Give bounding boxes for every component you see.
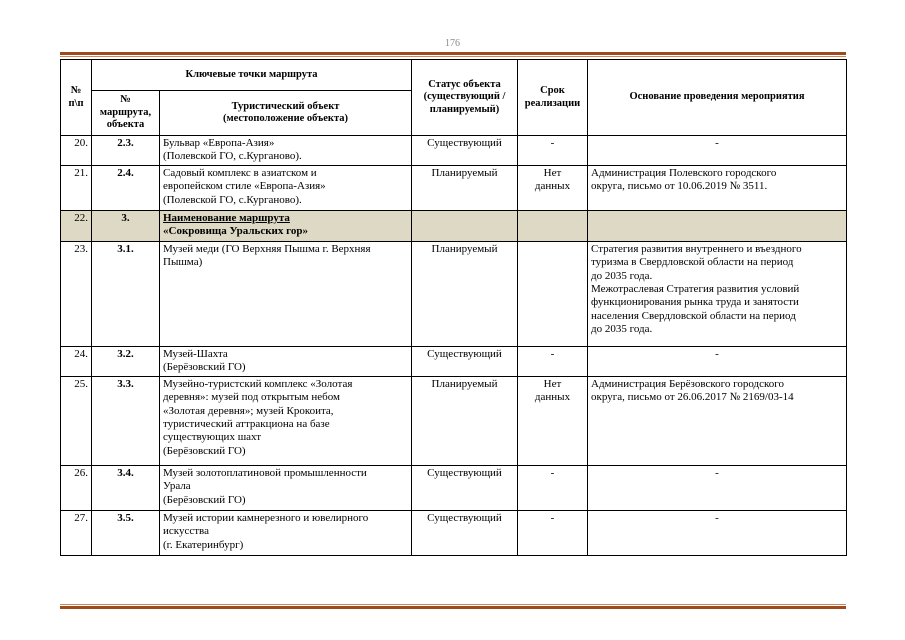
object-text-line: (г. Екатеринбург) [163,538,244,551]
tourist-object-cell [160,465,412,510]
object-text-line: Музей истории камнерезного и ювелирного [163,511,369,524]
status-cell: Существующий [412,510,518,555]
object-text-line: Бульвар «Европа-Азия» [163,137,275,149]
object-text-line: (Полевской ГО, с.Курганово). [163,150,302,163]
basis-text-line: населения Свердловской области на период [591,309,796,322]
row-number: 24. [61,346,92,376]
term-cell [518,376,588,465]
header-status: Статус объекта (существующий / планируемый) [412,60,518,136]
object-text-line: (Берёзовский ГО) [163,493,246,506]
row-number: 27. [61,510,92,555]
object-text-line: существующих шахт [163,431,262,444]
object-text-line: Музей-Шахта [163,347,228,360]
object-text-line: деревня»: музей под открытым небом [163,391,340,404]
table-row [61,346,847,376]
table-row [61,241,847,346]
basis-text-line: Администрация Берёзовского городского [591,377,785,390]
object-text-line: (Берёзовский ГО) [163,444,246,457]
basis-text-line: Стратегия развития внутреннего и въездного [591,242,802,255]
status-cell: Существующий [412,136,518,166]
basis-cell [588,346,847,376]
term-cell [518,165,588,210]
status-cell [412,210,518,241]
header-object [160,91,412,136]
table-row [61,376,847,465]
row-number: 23. [61,241,92,346]
tourist-object-cell [160,241,412,346]
row-number: 26. [61,465,92,510]
status-cell: Существующий [412,346,518,376]
basis-text-line: - [715,347,719,360]
header-object-line2: (местоположение объекта) [222,113,349,124]
basis-cell [588,465,847,510]
basis-cell [588,136,847,166]
route-object-number: 3.4. [92,465,160,510]
header-object-line1: Туристический объект [231,100,340,112]
object-text-line: Музей меди (ГО Верхняя Пышма г. Верхняя [163,242,371,255]
term-cell [518,136,588,166]
term-text-line: данных [534,391,571,404]
tourist-object-cell [160,346,412,376]
basis-text-line: функционирования рынка труда и занятости [591,296,799,309]
route-title: Наименование маршрута [163,211,290,224]
basis-text-line: округа, письмо от 10.06.2019 № 3511. [591,180,768,193]
route-subtitle: «Сокровища Уральских гор» [163,225,308,238]
top-divider [60,52,846,57]
basis-text-line: Межотраслевая Стратегия развития условий [591,283,800,296]
object-text-line: Пышма) [163,256,203,269]
status-cell: Планируемый [412,165,518,210]
basis-cell [588,210,847,241]
basis-cell [588,165,847,210]
basis-cell [588,510,847,555]
status-cell: Планируемый [412,376,518,465]
header-num: № п\п [61,60,92,136]
row-number: 20. [61,136,92,166]
tourist-object-cell [160,136,412,166]
header-term: Срок реализации [518,60,588,136]
term-cell [518,510,588,555]
term-cell [518,210,588,241]
term-cell [518,241,588,346]
object-text-line: туристический аттракциона на базе [163,418,330,431]
basis-text-line: - [715,137,719,149]
basis-cell [588,376,847,465]
object-text-line: европейском стиле «Европа-Азия» [163,180,326,193]
basis-text-line: - [715,466,719,479]
route-object-number: 2.4. [92,165,160,210]
term-cell [518,465,588,510]
object-text-line: «Золотая деревня»; музей Крокоита, [163,404,334,417]
term-cell [518,346,588,376]
basis-text-line: - [715,511,719,524]
header-key-points: Ключевые точки маршрута [92,60,412,91]
route-name-cell [160,210,412,241]
bottom-divider [60,604,846,609]
status-cell: Планируемый [412,241,518,346]
header-basis: Основание проведения мероприятия [588,60,847,136]
table-row [61,136,847,166]
basis-text-line: до 2035 года. [591,323,653,336]
status-cell: Существующий [412,465,518,510]
table-row [61,165,847,210]
object-text-line: Музейно-туристский комплекс «Золотая [163,377,353,390]
route-object-number: 3.3. [92,376,160,465]
term-text-line: - [550,137,555,149]
route-object-number: 2.3. [92,136,160,166]
term-text-line: - [550,511,555,524]
header-route-num: № маршрута, объекта [92,91,160,136]
tourist-object-cell [160,376,412,465]
basis-text-line: туризма в Свердловской области на период [591,256,794,269]
routes-table [60,59,847,556]
route-object-number: 3.2. [92,346,160,376]
row-number: 25. [61,376,92,465]
basis-text-line: округа, письмо от 26.06.2017 № 2169/03-14 [591,391,794,404]
route-object-number: 3.5. [92,510,160,555]
table-row [61,510,847,555]
object-text-line: Садовый комплекс в азиатском и [163,166,317,179]
term-text-line: Нет [543,377,562,390]
table-body [61,136,847,556]
term-text-line: данных [534,180,571,193]
object-text-line: Музей золотоплатиновой промышленности [163,466,367,479]
route-header-row [61,210,847,241]
basis-text-line: до 2035 года. [591,269,653,282]
row-number: 22. [61,210,92,241]
route-object-number: 3. [92,210,160,241]
route-object-number: 3.1. [92,241,160,346]
tourist-object-cell [160,510,412,555]
object-text-line: искусства [163,525,209,538]
basis-cell [588,241,847,346]
basis-text-line: Администрация Полевского городского [591,166,777,179]
tourist-object-cell [160,165,412,210]
object-text-line: (Полевской ГО, с.Курганово). [163,193,302,206]
table-row [61,465,847,510]
term-text-line: - [550,466,555,479]
row-number: 21. [61,165,92,210]
page-number: 176 [445,38,460,49]
object-text-line: Урала [163,480,191,493]
term-text-line: - [550,347,555,360]
term-text-line: Нет [543,166,562,179]
object-text-line: (Берёзовский ГО) [163,361,246,374]
